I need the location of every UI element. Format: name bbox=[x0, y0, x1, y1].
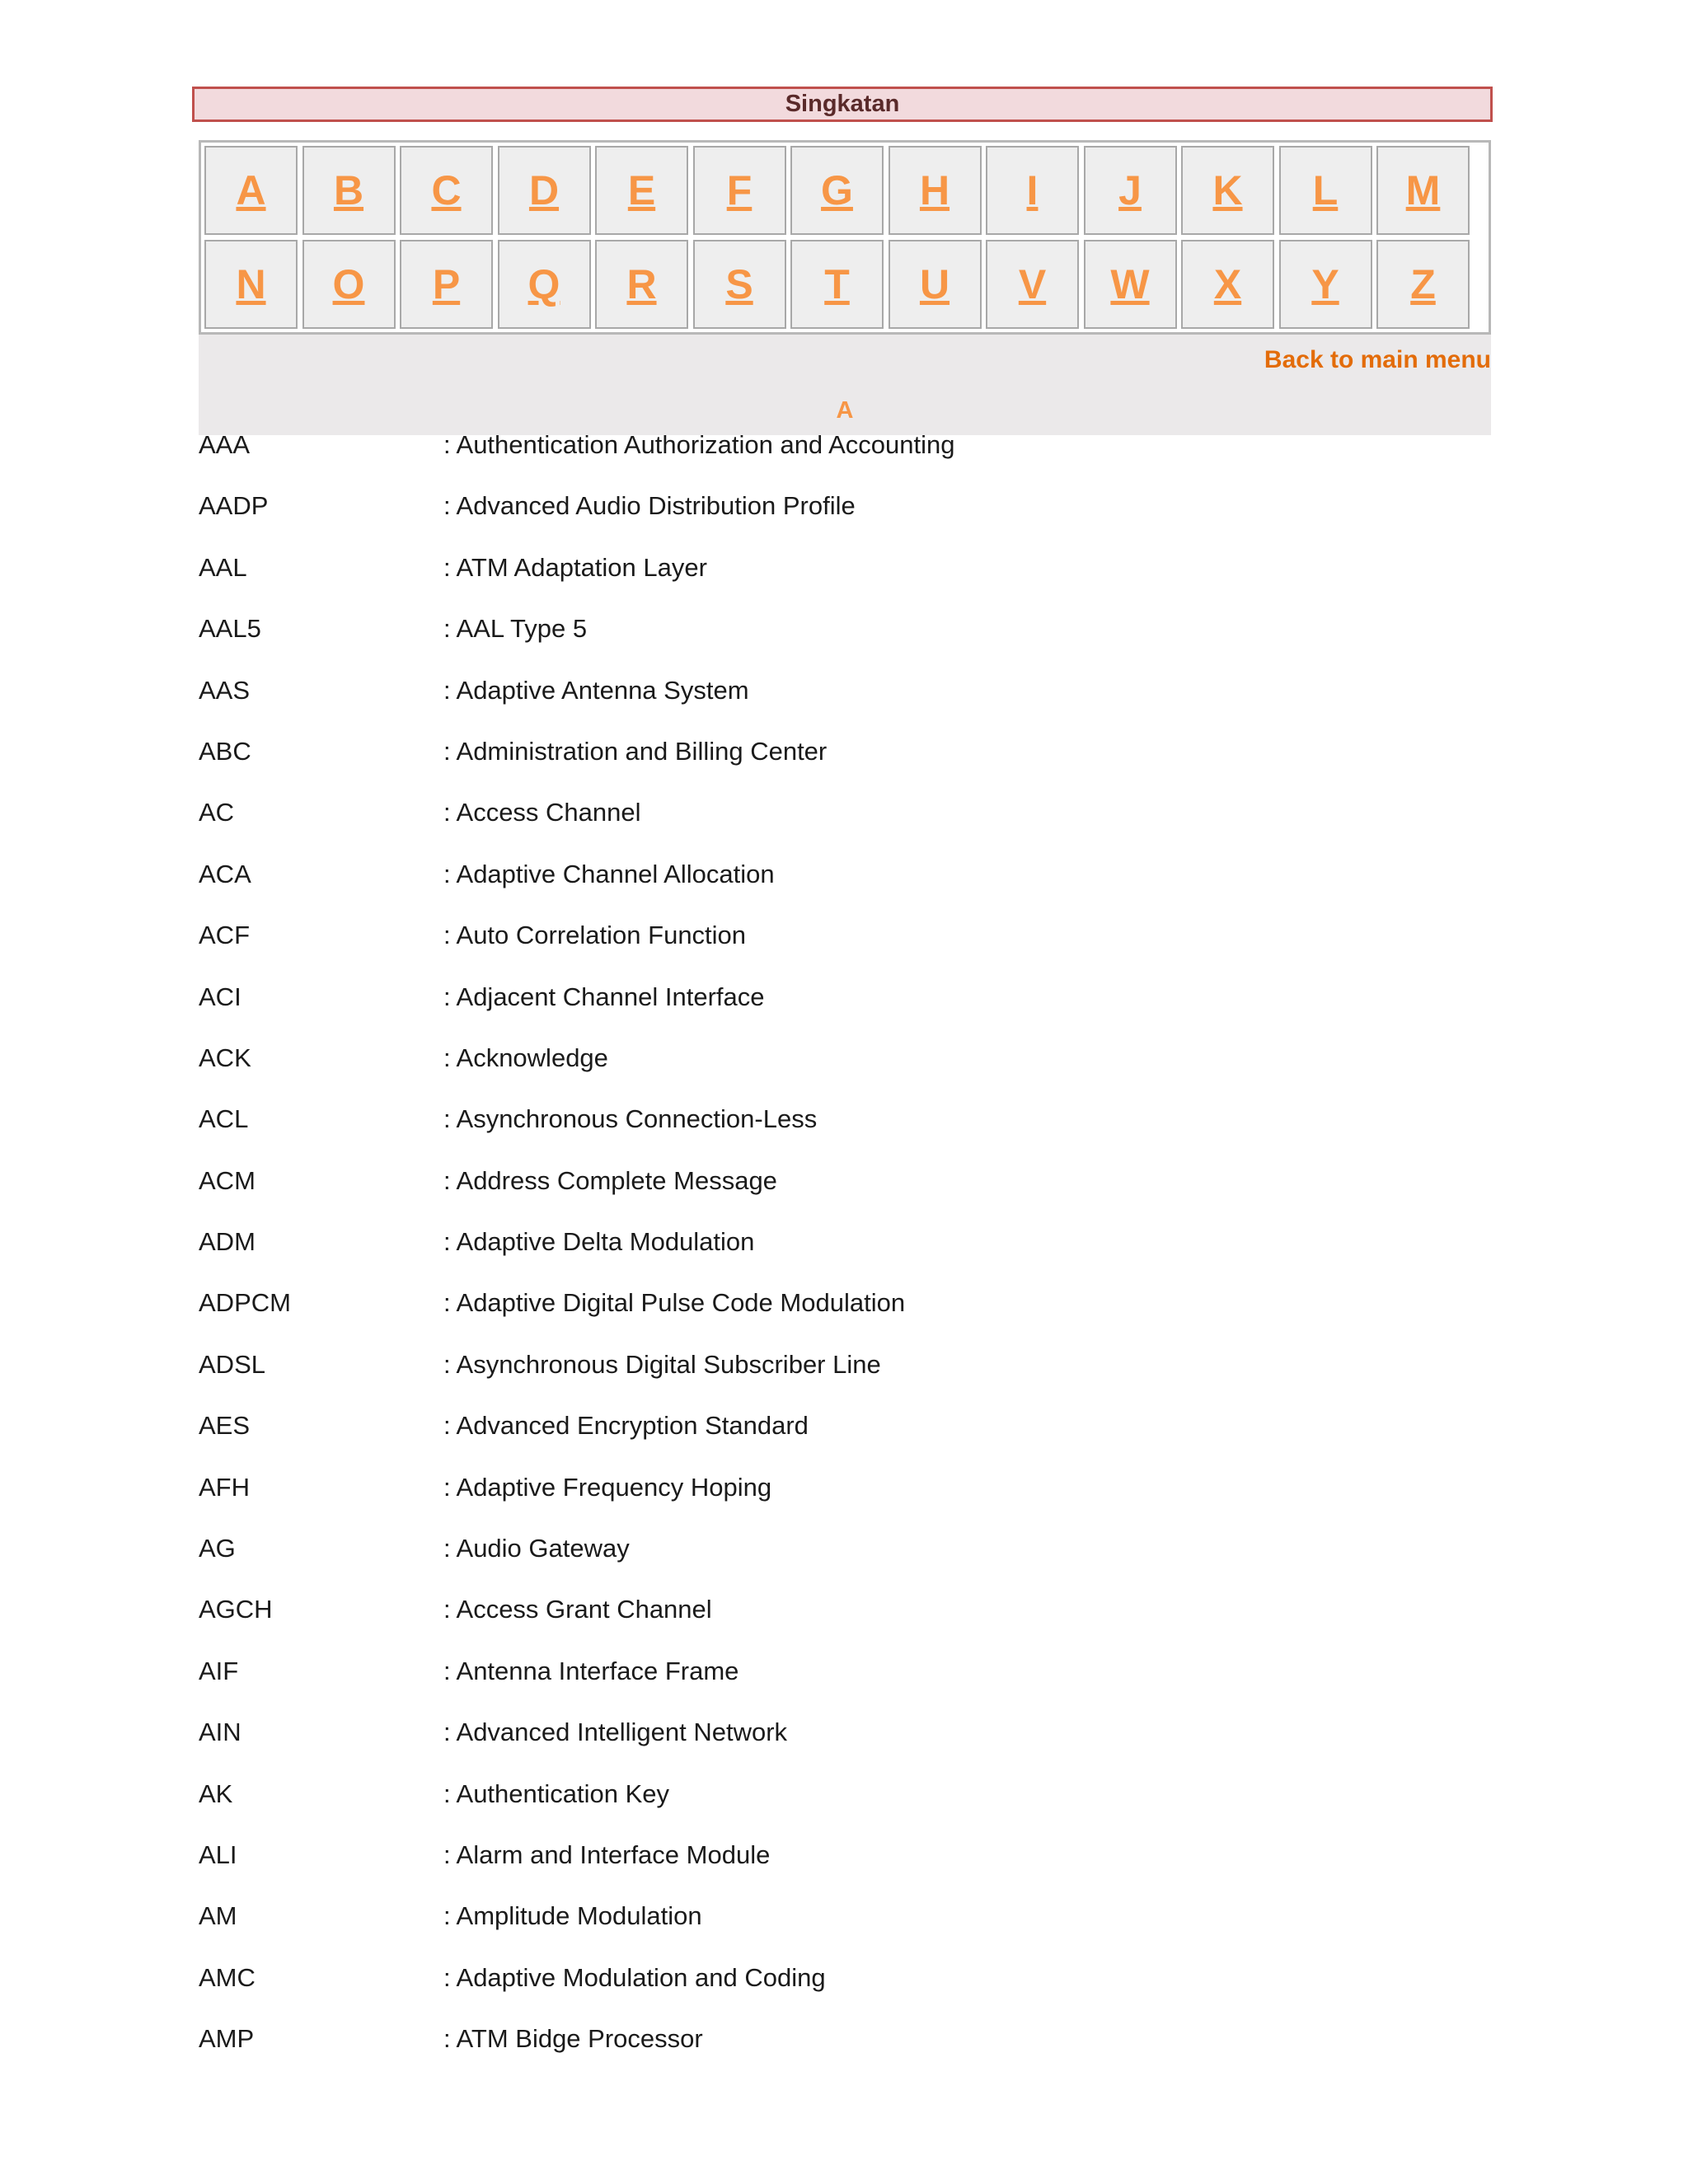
abbreviation-meaning: : Access Channel bbox=[443, 798, 641, 827]
list-item bbox=[199, 1840, 1491, 1906]
list-item bbox=[199, 1656, 1491, 1722]
abbreviation: ACF bbox=[199, 921, 250, 950]
letter-link-s[interactable]: S bbox=[693, 240, 786, 329]
abbreviation: AES bbox=[199, 1411, 251, 1441]
letter-link-f[interactable]: F bbox=[693, 146, 786, 235]
letter-link-j[interactable]: J bbox=[1084, 146, 1177, 235]
abbreviation-meaning: : Administration and Billing Center bbox=[443, 736, 828, 766]
list-item bbox=[199, 1165, 1491, 1232]
abbreviation-meaning: : Amplitude Modulation bbox=[443, 1901, 702, 1931]
letter-link-m[interactable]: M bbox=[1376, 146, 1470, 235]
letter-link-o[interactable]: O bbox=[302, 240, 396, 329]
list-item bbox=[199, 2024, 1491, 2090]
list-item bbox=[199, 1227, 1491, 1293]
list-item bbox=[199, 798, 1491, 864]
abbreviation: ACK bbox=[199, 1043, 251, 1072]
letter-link-c[interactable]: C bbox=[400, 146, 493, 235]
back-to-main-menu-link[interactable]: Back to main menu bbox=[1264, 346, 1491, 373]
list-item bbox=[199, 859, 1491, 926]
letter-link-y[interactable]: Y bbox=[1279, 240, 1372, 329]
abbreviation-meaning: : ATM Adaptation Layer bbox=[443, 552, 707, 582]
letter-link-x[interactable]: X bbox=[1181, 240, 1274, 329]
list-item bbox=[199, 1043, 1491, 1109]
abbreviation: AGCH bbox=[199, 1595, 273, 1624]
letter-link-k[interactable]: K bbox=[1181, 146, 1274, 235]
list-item bbox=[199, 1718, 1491, 1783]
abbreviation-meaning: : Adaptive Channel Allocation bbox=[443, 859, 775, 888]
list-item bbox=[199, 1534, 1491, 1600]
abbreviation: ACI bbox=[199, 982, 241, 1011]
list-item bbox=[199, 982, 1491, 1048]
abbreviation-meaning: : Asynchronous Connection-Less bbox=[443, 1104, 818, 1134]
letter-link-p[interactable]: P bbox=[400, 240, 493, 329]
letter-link-w[interactable]: W bbox=[1084, 240, 1177, 329]
alphabet-index bbox=[199, 140, 1491, 335]
letter-link-z[interactable]: Z bbox=[1376, 240, 1470, 329]
abbreviation: ALI bbox=[199, 1840, 237, 1869]
list-item bbox=[199, 1472, 1491, 1539]
list-item bbox=[199, 1901, 1491, 1967]
letter-link-t[interactable]: T bbox=[790, 240, 884, 329]
alphabet-row-2 bbox=[204, 240, 1489, 330]
list-item bbox=[199, 552, 1491, 619]
abbreviation-meaning: : Address Complete Message bbox=[443, 1165, 777, 1195]
list-item bbox=[199, 491, 1491, 557]
abbreviation-meaning: : Authentication Authorization and Accounting bbox=[443, 430, 955, 459]
abbreviation: AAS bbox=[199, 675, 251, 705]
abbreviation-meaning: : Auto Correlation Function bbox=[443, 921, 747, 950]
list-item bbox=[199, 1104, 1491, 1170]
abbreviation: AK bbox=[199, 1779, 233, 1808]
abbreviation-meaning: : Audio Gateway bbox=[443, 1534, 630, 1563]
abbreviation-meaning: : Adaptive Modulation and Coding bbox=[443, 1962, 826, 1992]
list-item bbox=[199, 614, 1491, 680]
abbreviation: ACM bbox=[199, 1165, 256, 1195]
abbreviation-meaning: : Asynchronous Digital Subscriber Line bbox=[443, 1349, 881, 1379]
abbreviation-meaning: : ATM Bidge Processor bbox=[443, 2024, 703, 2054]
abbreviation-meaning: : Authentication Key bbox=[443, 1779, 670, 1808]
abbreviation: AMC bbox=[199, 1962, 256, 1992]
letter-link-e[interactable]: E bbox=[595, 146, 688, 235]
list-item bbox=[199, 1595, 1491, 1661]
abbreviation: ABC bbox=[199, 736, 251, 766]
list-item bbox=[199, 430, 1491, 496]
abbreviation-list bbox=[199, 430, 1491, 2091]
letter-link-r[interactable]: R bbox=[595, 240, 688, 329]
abbreviation: AIN bbox=[199, 1718, 241, 1747]
letter-link-g[interactable]: G bbox=[790, 146, 884, 235]
abbreviation-meaning: : Advanced Encryption Standard bbox=[443, 1411, 809, 1441]
letter-link-d[interactable]: D bbox=[498, 146, 591, 235]
list-item bbox=[199, 1962, 1491, 2029]
abbreviation-meaning: : Adaptive Antenna System bbox=[443, 675, 749, 705]
abbreviation-meaning: : Advanced Intelligent Network bbox=[443, 1718, 788, 1747]
letter-link-n[interactable]: N bbox=[204, 240, 298, 329]
abbreviation-meaning: : Alarm and Interface Module bbox=[443, 1840, 771, 1869]
list-item bbox=[199, 1779, 1491, 1845]
letter-link-q[interactable]: Q bbox=[498, 240, 591, 329]
abbreviation: ADPCM bbox=[199, 1288, 291, 1318]
abbreviation: AC bbox=[199, 798, 235, 827]
list-item bbox=[199, 1288, 1491, 1354]
letter-link-v[interactable]: V bbox=[986, 240, 1079, 329]
abbreviation-meaning: : AAL Type 5 bbox=[443, 614, 588, 644]
list-item bbox=[199, 1411, 1491, 1477]
abbreviation: AAL bbox=[199, 552, 247, 582]
list-item bbox=[199, 921, 1491, 987]
list-item bbox=[199, 675, 1491, 742]
abbreviation-meaning: : Access Grant Channel bbox=[443, 1595, 712, 1624]
letter-link-b[interactable]: B bbox=[302, 146, 396, 235]
abbreviation: ACA bbox=[199, 859, 251, 888]
abbreviation: ADM bbox=[199, 1227, 256, 1257]
list-item bbox=[199, 1349, 1491, 1416]
letter-link-u[interactable]: U bbox=[889, 240, 982, 329]
abbreviation-meaning: : Adaptive Frequency Hoping bbox=[443, 1472, 772, 1502]
abbreviation: AADP bbox=[199, 491, 269, 521]
abbreviation: AG bbox=[199, 1534, 236, 1563]
letter-link-a[interactable]: A bbox=[204, 146, 298, 235]
list-item bbox=[199, 736, 1491, 803]
abbreviation: AM bbox=[199, 1901, 237, 1931]
abbreviation-meaning: : Acknowledge bbox=[443, 1043, 608, 1072]
letter-link-h[interactable]: H bbox=[889, 146, 982, 235]
alphabet-row-1 bbox=[204, 146, 1489, 237]
abbreviation-meaning: : Adaptive Delta Modulation bbox=[443, 1227, 755, 1257]
abbreviation-meaning: : Adjacent Channel Interface bbox=[443, 982, 765, 1011]
abbreviation: ADSL bbox=[199, 1349, 265, 1379]
letter-link-i[interactable]: I bbox=[986, 146, 1079, 235]
abbreviation: AAA bbox=[199, 430, 251, 459]
section-letter-heading: A bbox=[836, 397, 854, 424]
abbreviation-meaning: : Advanced Audio Distribution Profile bbox=[443, 491, 856, 521]
abbreviation: AMP bbox=[199, 2024, 255, 2054]
page-title: Singkatan bbox=[192, 87, 1493, 122]
abbreviation: AFH bbox=[199, 1472, 250, 1502]
abbreviation: AIF bbox=[199, 1656, 239, 1685]
abbreviation-meaning: : Antenna Interface Frame bbox=[443, 1656, 739, 1685]
abbreviation: ACL bbox=[199, 1104, 249, 1134]
letter-link-l[interactable]: L bbox=[1279, 146, 1372, 235]
section-header bbox=[199, 335, 1491, 435]
abbreviation: AAL5 bbox=[199, 614, 261, 644]
abbreviation-meaning: : Adaptive Digital Pulse Code Modulation bbox=[443, 1288, 906, 1318]
